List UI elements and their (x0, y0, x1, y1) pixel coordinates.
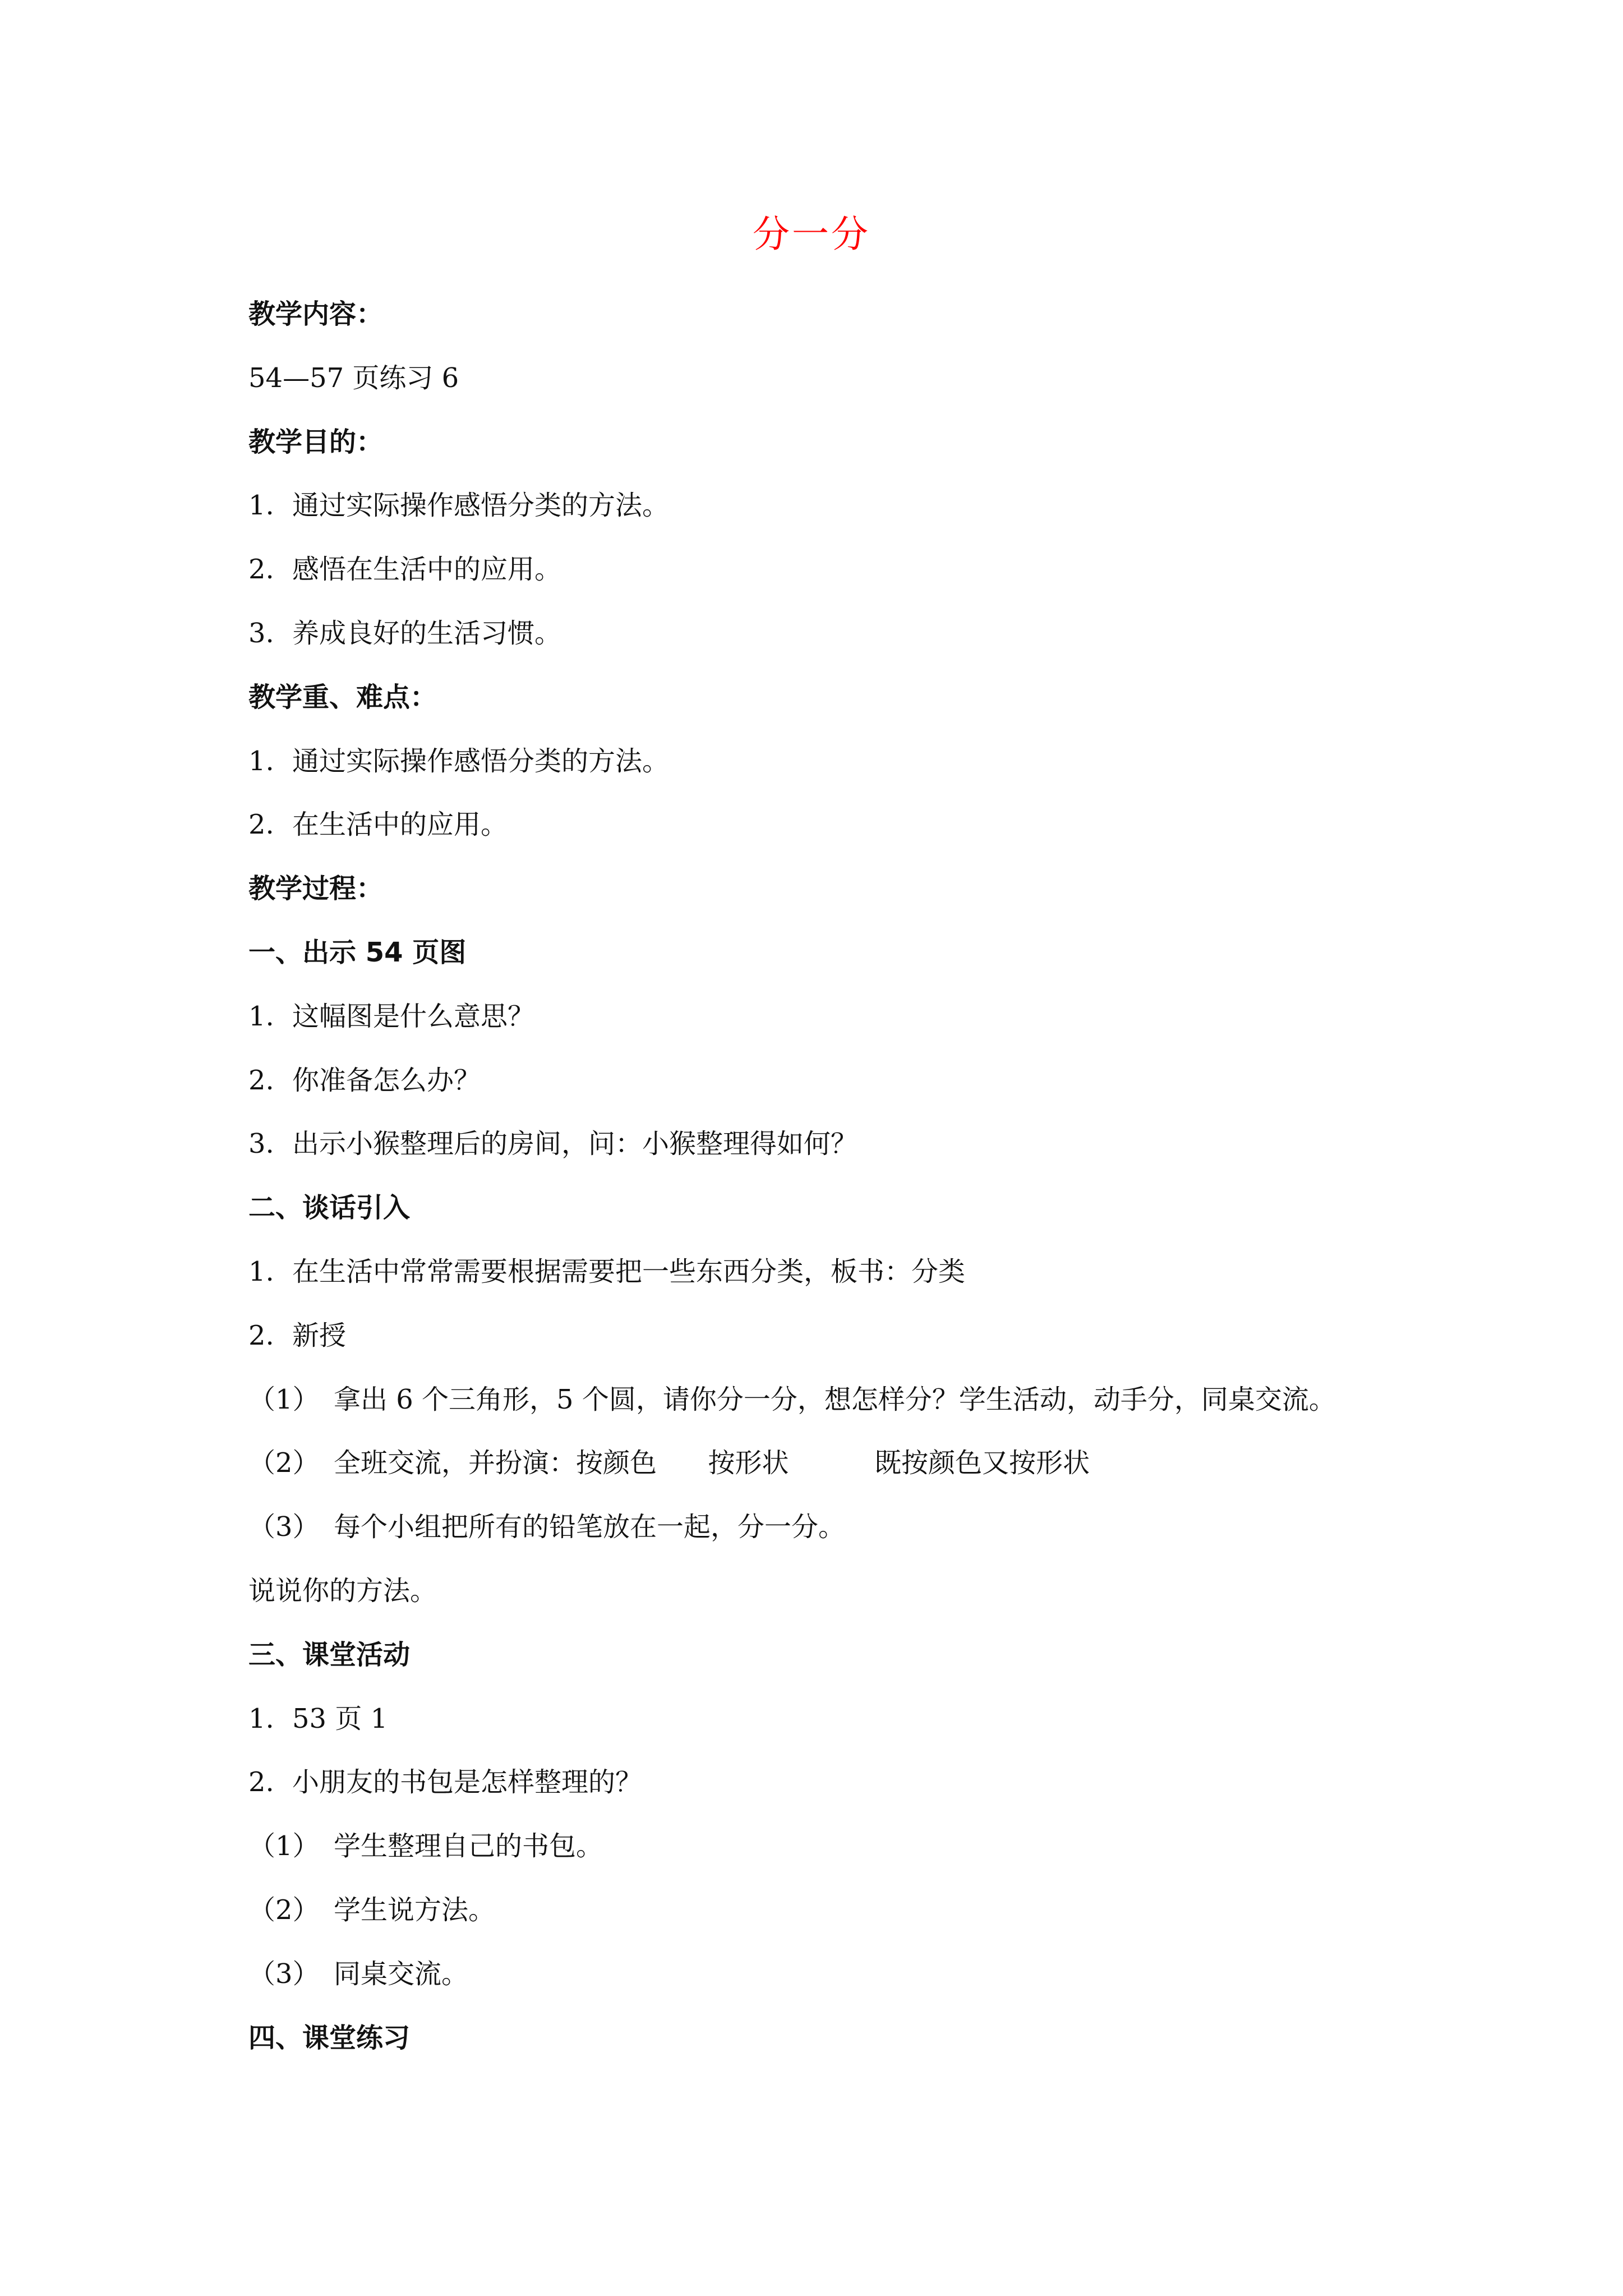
paragraph-line (248, 1510, 845, 1544)
sub-list-number: （2） (248, 1894, 320, 1926)
line-text: 学生整理自己的书包。 (334, 1830, 603, 1862)
sub-list-number: （1） (248, 1384, 320, 1415)
list-number: 2. (248, 1766, 274, 1798)
line-text: 四、课堂练习 (248, 2022, 411, 2054)
paragraph-line (248, 1255, 965, 1289)
list-number: 1. (248, 1256, 274, 1287)
line-text: 全班交流，并扮演：按颜色 按形状 既按颜色又按形状 (334, 1447, 1090, 1479)
line-text: 说说你的方法。 (248, 1575, 437, 1607)
line-text: 小朋友的书包是怎样整理的？ (292, 1766, 643, 1798)
paragraph-line (248, 1957, 468, 1991)
paragraph-line (248, 1893, 495, 1927)
line-text: 教学重、难点： (248, 682, 437, 713)
paragraph-line (248, 553, 561, 586)
paragraph-line (248, 1829, 603, 1863)
line-text: 在生活中的应用。 (292, 809, 508, 840)
list-number: 1. (248, 746, 274, 777)
line-text: 53 页 1 (292, 1703, 388, 1734)
line-text: 通过实际操作感悟分类的方法。 (292, 490, 670, 521)
line-text: 在生活中常常需要根据需要把一些东西分类，板书：分类 (292, 1256, 966, 1287)
line-text: 二、谈话引入 (248, 1192, 411, 1223)
paragraph-line (248, 1574, 437, 1608)
list-number: 2. (248, 1065, 274, 1096)
paragraph-line (248, 1319, 346, 1352)
paragraph-line (248, 1383, 1336, 1416)
line-text: 同桌交流。 (334, 1958, 469, 1990)
section-heading (248, 1638, 410, 1672)
list-number: 2. (248, 1320, 274, 1351)
list-number: 1. (248, 490, 274, 521)
line-text: 拿出 6 个三角形，5 个圆，请你分一分，想怎样分？学生活动，动手分，同桌交流。 (334, 1384, 1336, 1415)
line-text: 三、课堂活动 (248, 1639, 411, 1671)
section-heading (248, 1191, 410, 1225)
paragraph-line (248, 616, 561, 650)
line-text: 你准备怎么办？ (292, 1065, 481, 1096)
list-number: 2. (248, 554, 274, 585)
line-text: 感悟在生活中的应用。 (292, 554, 562, 585)
sub-list-number: （3） (248, 1511, 320, 1543)
line-text: 学生说方法。 (334, 1894, 496, 1926)
paragraph-line (248, 1446, 1090, 1480)
list-number: 1. (248, 1001, 274, 1032)
section-heading (248, 2021, 410, 2055)
list-number: 3. (248, 1128, 274, 1159)
list-number: 3. (248, 618, 274, 649)
paragraph-line (248, 361, 459, 395)
sub-list-number: （1） (248, 1830, 320, 1862)
paragraph-line (248, 808, 508, 841)
paragraph-line (248, 1702, 388, 1736)
line-text: 教学内容： (248, 298, 384, 330)
paragraph-line (248, 1765, 642, 1799)
sub-list-number: （3） (248, 1958, 320, 1990)
paragraph-line (248, 1000, 534, 1033)
section-heading (248, 680, 437, 714)
section-heading (248, 872, 383, 905)
list-number: 2. (248, 809, 274, 840)
section-heading (248, 297, 383, 331)
line-text: 每个小组把所有的铅笔放在一起，分一分。 (334, 1511, 846, 1543)
paragraph-line (248, 1064, 481, 1097)
line-text: 养成良好的生活习惯。 (292, 618, 562, 649)
line-text: 54—57 页练习 6 (248, 362, 459, 394)
line-text: 这幅图是什么意思？ (292, 1001, 535, 1032)
line-text: 教学目的： (248, 426, 384, 458)
section-heading (248, 936, 466, 969)
list-number: 1. (248, 1703, 274, 1734)
paragraph-line (248, 1127, 857, 1161)
line-text: 新授 (292, 1320, 347, 1351)
section-heading (248, 425, 383, 459)
line-text: 教学过程： (248, 873, 384, 904)
line-text: 一、出示 54 页图 (248, 937, 467, 968)
paragraph-line (248, 489, 669, 522)
document-title: 分一分 (753, 213, 870, 256)
sub-list-number: （2） (248, 1447, 320, 1479)
line-text: 通过实际操作感悟分类的方法。 (292, 746, 670, 777)
line-text: 出示小猴整理后的房间，问：小猴整理得如何？ (292, 1128, 858, 1159)
paragraph-line (248, 744, 669, 778)
